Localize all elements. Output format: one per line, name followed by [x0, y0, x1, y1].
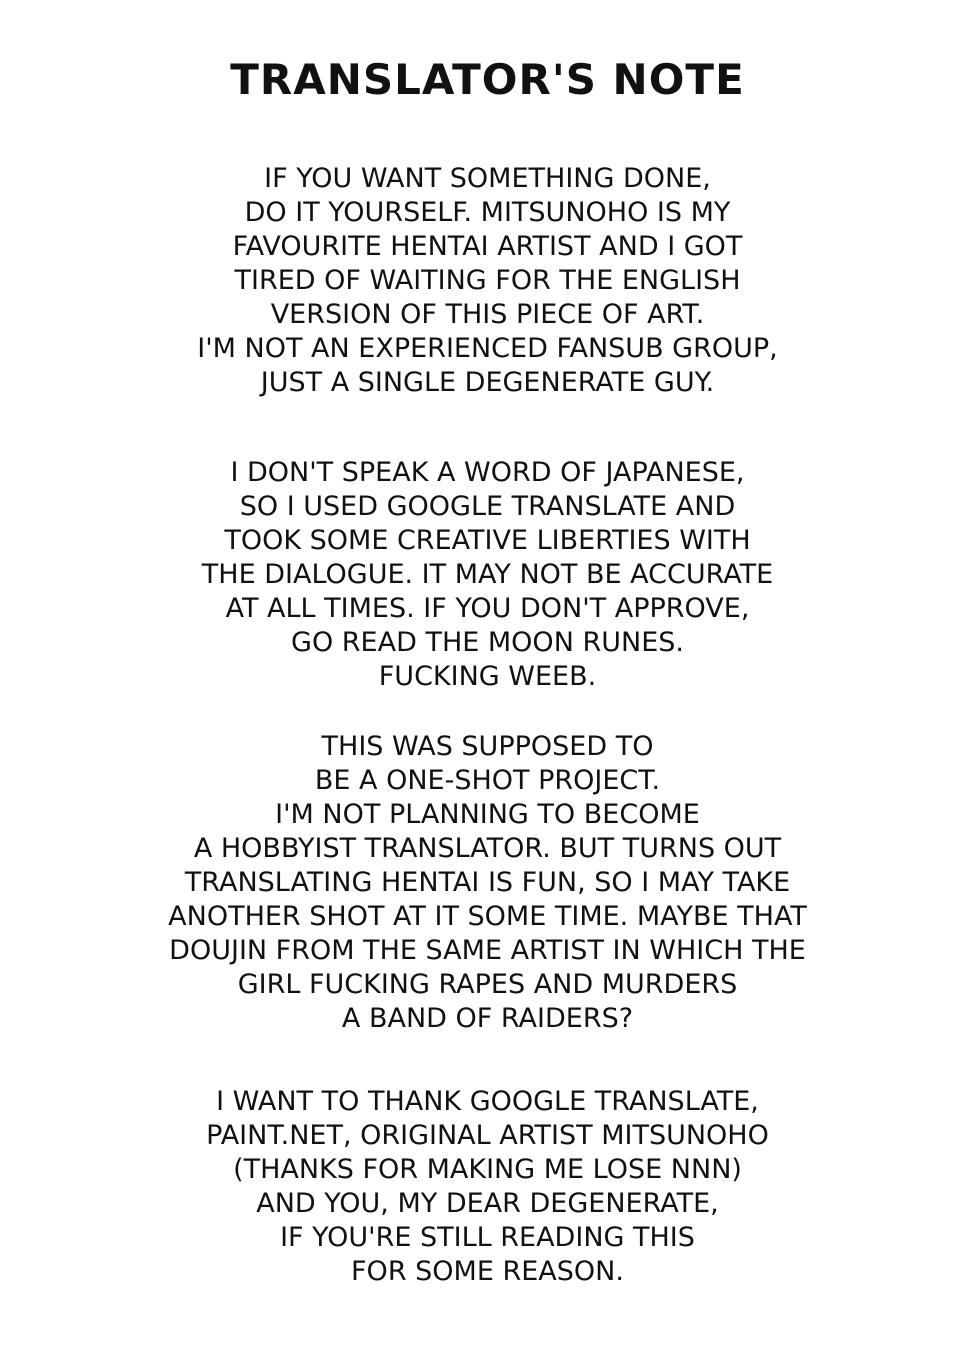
text-line: GIRL FUCKING RAPES AND MURDERS	[237, 969, 738, 1000]
text-line: AT ALL TIMES. IF YOU DON'T APPROVE,	[225, 593, 750, 624]
text-line: AND YOU, MY DEAR DEGENERATE,	[256, 1188, 719, 1219]
text-line: DO IT YOURSELF. MITSUNOHO IS MY	[244, 197, 731, 228]
text-line: A HOBBYIST TRANSLATOR. BUT TURNS OUT	[193, 833, 782, 864]
page-title: TRANSLATOR'S NOTE	[230, 55, 745, 104]
text-line: TRANSLATING HENTAI IS FUN, SO I MAY TAKE	[184, 867, 791, 898]
text-line: TOOK SOME CREATIVE LIBERTIES WITH	[224, 525, 751, 556]
text-line: I'M NOT PLANNING TO BECOME	[275, 799, 700, 830]
text-line: FUCKING WEEB.	[378, 661, 597, 692]
text-line: SO I USED GOOGLE TRANSLATE AND	[239, 491, 736, 522]
text-line: TIRED OF WAITING FOR THE ENGLISH	[234, 265, 741, 296]
text-line: FOR SOME REASON.	[351, 1256, 624, 1287]
text-line: (THANKS FOR MAKING ME LOSE NNN)	[233, 1154, 742, 1185]
text-line: THE DIALOGUE. IT MAY NOT BE ACCURATE	[201, 559, 774, 590]
text-line: BE A ONE-SHOT PROJECT.	[314, 765, 661, 796]
text-line: I'M NOT AN EXPERIENCED FANSUB GROUP,	[197, 333, 778, 364]
paragraph-translation	[0, 456, 975, 694]
text-line: IF YOU WANT SOMETHING DONE,	[264, 163, 711, 194]
text-line: I DON'T SPEAK A WORD OF JAPANESE,	[230, 457, 745, 488]
text-line: DOUJIN FROM THE SAME ARTIST IN WHICH THE	[169, 935, 806, 966]
text-line: ANOTHER SHOT AT IT SOME TIME. MAYBE THAT	[168, 901, 807, 932]
text-line: I WANT TO THANK GOOGLE TRANSLATE,	[216, 1086, 759, 1117]
text-line: PAINT.NET, ORIGINAL ARTIST MITSUNOHO	[206, 1120, 769, 1151]
paragraph-thanks	[0, 1085, 975, 1289]
paragraph-intro	[0, 162, 975, 400]
text-line: GO READ THE MOON RUNES.	[291, 627, 684, 658]
text-line: A BAND OF RAIDERS?	[341, 1003, 634, 1034]
text-line: FAVOURITE HENTAI ARTIST AND I GOT	[232, 231, 743, 262]
paragraph-project	[0, 730, 975, 1036]
text-line: IF YOU'RE STILL READING THIS	[280, 1222, 695, 1253]
text-line: JUST A SINGLE DEGENERATE GUY.	[260, 367, 715, 398]
text-line: THIS WAS SUPPOSED TO	[321, 731, 654, 762]
text-line: VERSION OF THIS PIECE OF ART.	[270, 299, 705, 330]
